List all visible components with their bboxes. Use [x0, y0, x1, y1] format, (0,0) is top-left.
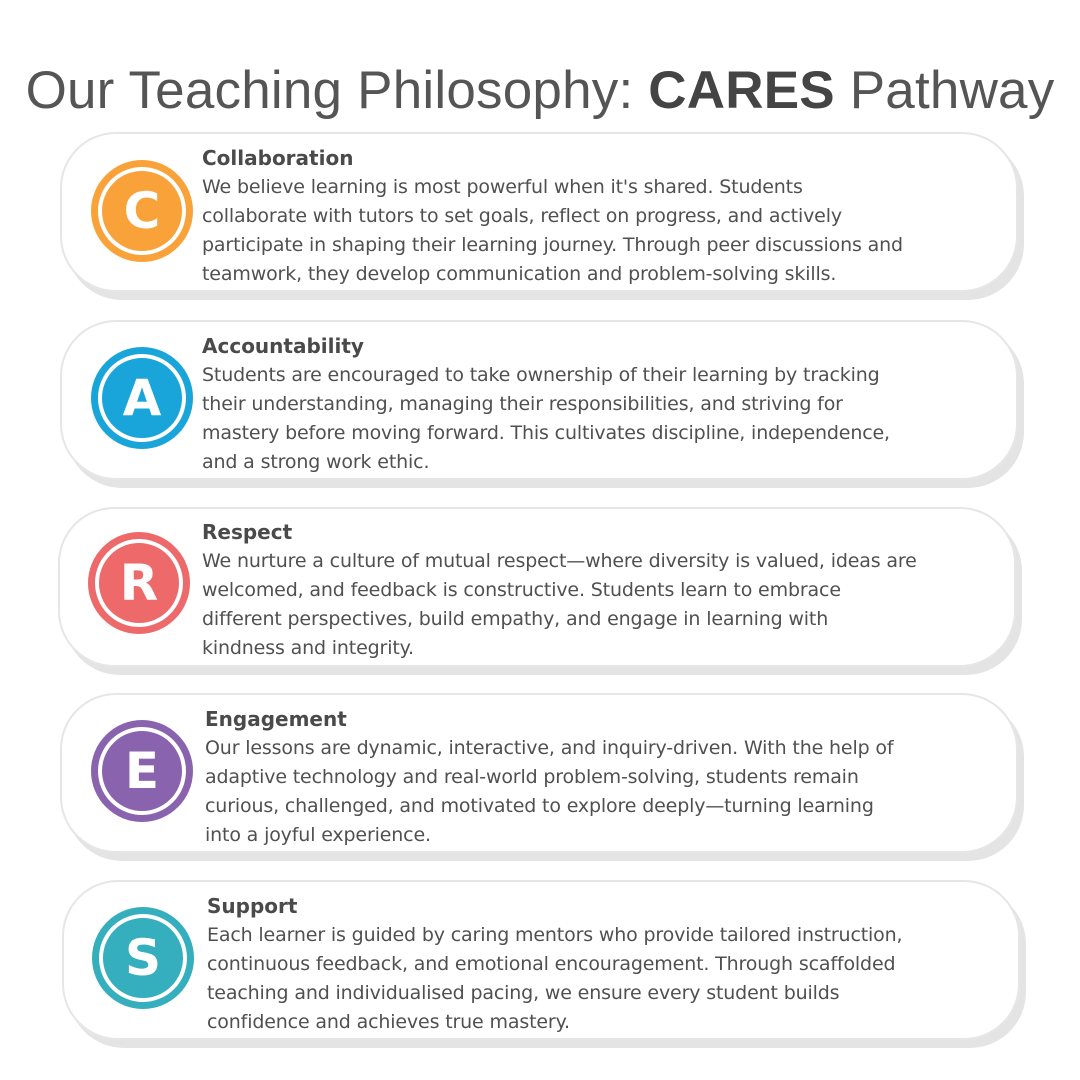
pillar-text-collaboration: [202, 146, 1002, 289]
title-bold: CARES: [648, 61, 835, 120]
body-line: Students are encouraged to take ownership of their learning by tracking: [202, 364, 880, 386]
body-line: kindness and integrity.: [202, 637, 414, 659]
body-line: and a strong work ethic.: [202, 451, 430, 473]
body-line: their understanding, managing their responsibilities, and striving for: [202, 393, 843, 415]
body-line: confidence and achieves true mastery.: [207, 1011, 570, 1033]
badge-c-icon: [91, 160, 193, 262]
pillar-text-support: [207, 894, 1007, 1037]
body-line: into a joyful experience.: [205, 824, 431, 846]
badge-a-icon: [91, 347, 193, 449]
pillar-text-accountability: [202, 334, 1002, 477]
body-line: teaching and individualised pacing, we ensure every student builds: [207, 982, 840, 1004]
body-line: adaptive technology and real-world problem-solving, students remain: [205, 766, 859, 788]
body-line: We nurture a culture of mutual respect—where diversity is valued, ideas are: [202, 550, 917, 572]
pillar-body: [202, 361, 1002, 477]
badge-letter: E: [98, 727, 186, 815]
body-line: different perspectives, build empathy, and engage in learning with: [202, 608, 829, 630]
badge-r-icon: [88, 532, 190, 634]
badge-letter: S: [99, 914, 187, 1002]
body-line: curious, challenged, and motivated to explore deeply—turning learning: [205, 795, 874, 817]
pillar-body: [207, 921, 1007, 1037]
body-line: collaborate with tutors to set goals, reflect on progress, and actively: [202, 205, 842, 227]
pillar-text-engagement: [205, 707, 1005, 850]
badge-e-icon: [91, 720, 193, 822]
pillar-body: [205, 734, 1005, 850]
body-line: mastery before moving forward. This cultivates discipline, independence,: [202, 422, 890, 444]
badge-letter: C: [98, 167, 186, 255]
body-line: teamwork, they develop communication and problem-solving skills.: [202, 263, 837, 285]
badge-letter: R: [95, 539, 183, 627]
body-line: We believe learning is most powerful when it's shared. Students: [202, 176, 803, 198]
body-line: Each learner is guided by caring mentors who provide tailored instruction,: [207, 924, 903, 946]
pillar-heading: Respect: [202, 520, 293, 544]
body-line: continuous feedback, and emotional encouragement. Through scaffolded: [207, 953, 896, 975]
pillar-heading: Collaboration: [202, 146, 354, 170]
pillar-body: [202, 173, 1002, 289]
body-line: welcomed, and feedback is constructive. Students learn to embrace: [202, 579, 841, 601]
pillar-body: [202, 547, 1002, 663]
title-suffix: Pathway: [834, 61, 1055, 120]
page-title: [0, 60, 1080, 121]
pillar-heading: Engagement: [205, 707, 347, 731]
pillar-heading: Accountability: [202, 334, 364, 358]
body-line: Our lessons are dynamic, interactive, and inquiry-driven. With the help of: [205, 737, 894, 759]
badge-letter: A: [98, 354, 186, 442]
pillar-text-respect: [202, 520, 1002, 663]
pillar-heading: Support: [207, 894, 298, 918]
body-line: participate in shaping their learning journey. Through peer discussions and: [202, 234, 903, 256]
title-prefix: Our Teaching Philosophy:: [25, 61, 649, 120]
badge-s-icon: [92, 907, 194, 1009]
